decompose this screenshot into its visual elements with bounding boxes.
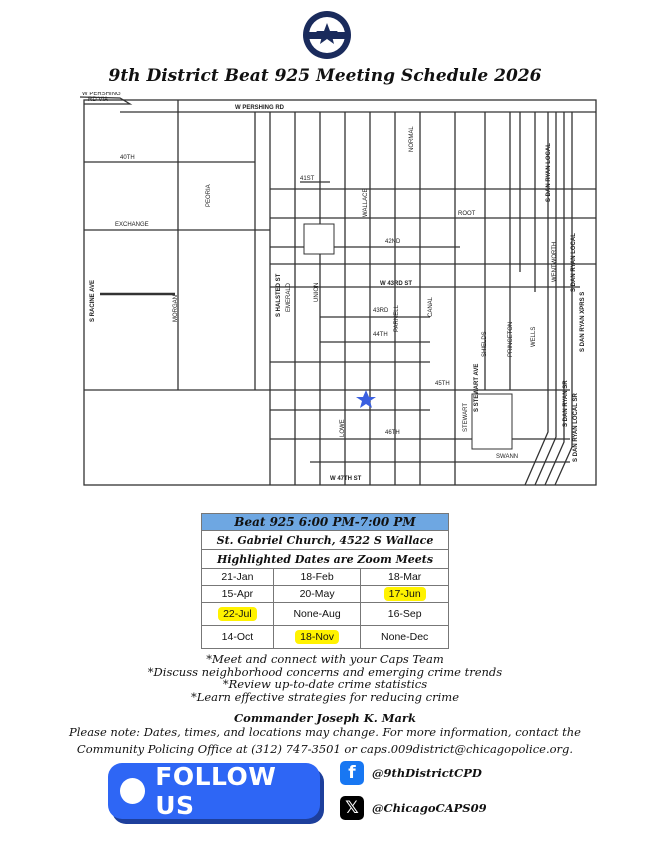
svg-text:ROOT: ROOT <box>458 211 476 217</box>
svg-text:W PERSHING: W PERSHING <box>82 92 121 97</box>
date-cell: 20-May <box>273 586 361 603</box>
svg-text:W 43RD ST: W 43RD ST <box>380 281 413 287</box>
svg-text:MORGAN: MORGAN <box>173 295 179 322</box>
beat-map <box>80 92 600 488</box>
svg-text:NORMAL: NORMAL <box>409 126 415 152</box>
date-cell: 18-Feb <box>273 569 361 586</box>
zoom-date-highlight: 17-Jun <box>384 587 426 601</box>
schedule-header: Beat 925 6:00 PM-7:00 PM <box>202 514 449 531</box>
date-cell: 14-Oct <box>202 626 274 649</box>
schedule-location: St. Gabriel Church, 4522 S Wallace <box>202 531 449 550</box>
svg-text:S RACINE AVE: S RACINE AVE <box>90 279 96 322</box>
svg-text:PEORIA: PEORIA <box>206 184 212 207</box>
date-cell: 15-Apr <box>202 586 274 603</box>
svg-text:RD VIA: RD VIA <box>88 97 109 103</box>
facebook-link[interactable] <box>340 761 482 785</box>
benefit-item: *Discuss neighborhood concerns and emerging crime trends <box>147 664 503 679</box>
svg-text:43RD: 43RD <box>373 308 389 314</box>
page-title: 9th District Beat 925 Meeting Schedule 2026 <box>108 66 542 86</box>
svg-text:S DAN RYAN LOCAL: S DAN RYAN LOCAL <box>546 143 552 202</box>
x-handle: @ChicagoCAPS09 <box>372 801 487 815</box>
date-cell: 18-Mar <box>361 569 449 586</box>
svg-text:45TH: 45TH <box>435 381 450 387</box>
date-cell: 16-Sep <box>361 603 449 626</box>
svg-text:S DAN RYAN LOCAL: S DAN RYAN LOCAL <box>571 233 577 292</box>
community-policing-logo <box>302 10 352 60</box>
svg-text:44TH: 44TH <box>373 332 388 338</box>
svg-text:WALLACE: WALLACE <box>363 188 369 217</box>
meeting-location-star <box>356 390 376 408</box>
svg-text:WELLS: WELLS <box>531 326 537 347</box>
svg-text:40TH: 40TH <box>120 155 135 161</box>
date-cell: None-Aug <box>273 603 361 626</box>
commander-name: Commander Joseph K. Mark <box>234 711 416 725</box>
svg-text:S DAN RYAN SR: S DAN RYAN SR <box>563 380 569 427</box>
svg-text:EXCHANGE: EXCHANGE <box>115 222 149 228</box>
svg-text:WENTWORTH: WENTWORTH <box>552 241 558 282</box>
date-cell <box>273 626 361 649</box>
svg-text:LOWE: LOWE <box>340 419 346 437</box>
date-cell <box>361 586 449 603</box>
facebook-handle: @9thDistrictCPD <box>372 766 482 780</box>
benefit-item: *Learn effective strategies for reducing crime <box>190 689 460 704</box>
svg-text:41ST: 41ST <box>300 176 315 182</box>
svg-text:46TH: 46TH <box>385 430 400 436</box>
svg-text:S DAN RYAN XPRS S: S DAN RYAN XPRS S <box>580 291 586 352</box>
circle-icon <box>120 778 145 804</box>
meeting-schedule-table <box>201 513 449 649</box>
follow-us-label: FOLLOW US <box>155 762 277 820</box>
x-icon: 𝕏 <box>340 796 364 820</box>
benefit-item: *Meet and connect with your Caps Team <box>206 652 444 666</box>
svg-text:SWANN: SWANN <box>496 454 519 460</box>
zoom-note: Highlighted Dates are Zoom Meets <box>202 550 449 569</box>
svg-text:CANAL: CANAL <box>428 296 434 317</box>
svg-text:S STEWART AVE: S STEWART AVE <box>474 363 480 412</box>
contact-note: Please note: Dates, times, and locations may change. For more information, contact the Community Policing Office at (312) 747-3501 or caps.009district@chicagopolice.org. <box>68 725 581 756</box>
x-link[interactable] <box>340 796 487 820</box>
svg-text:PARNELL: PARNELL <box>394 305 400 332</box>
meeting-benefits <box>0 653 650 703</box>
svg-text:EMERALD: EMERALD <box>286 282 292 312</box>
svg-text:SHIELDS: SHIELDS <box>482 331 488 357</box>
svg-text:42ND: 42ND <box>385 239 401 245</box>
benefit-item: *Review up-to-date crime statistics <box>222 677 428 691</box>
svg-text:STEWART: STEWART <box>463 402 469 432</box>
svg-text:PRINCETON: PRINCETON <box>508 321 514 357</box>
svg-text:S DAN RYAN LOCAL SR: S DAN RYAN LOCAL SR <box>573 393 579 462</box>
date-cell: None-Dec <box>361 626 449 649</box>
zoom-date-highlight: 18-Nov <box>295 630 339 644</box>
date-cell: 21-Jan <box>202 569 274 586</box>
svg-text:S HALSTED ST: S HALSTED ST <box>276 273 282 317</box>
svg-text:W 47TH ST: W 47TH ST <box>330 476 362 482</box>
facebook-icon: f <box>340 761 364 785</box>
svg-text:UNION: UNION <box>314 282 320 302</box>
date-cell <box>202 603 274 626</box>
follow-us-button[interactable] <box>108 763 320 819</box>
zoom-date-highlight: 22-Jul <box>218 607 257 621</box>
svg-text:W PERSHING RD: W PERSHING RD <box>235 105 285 111</box>
